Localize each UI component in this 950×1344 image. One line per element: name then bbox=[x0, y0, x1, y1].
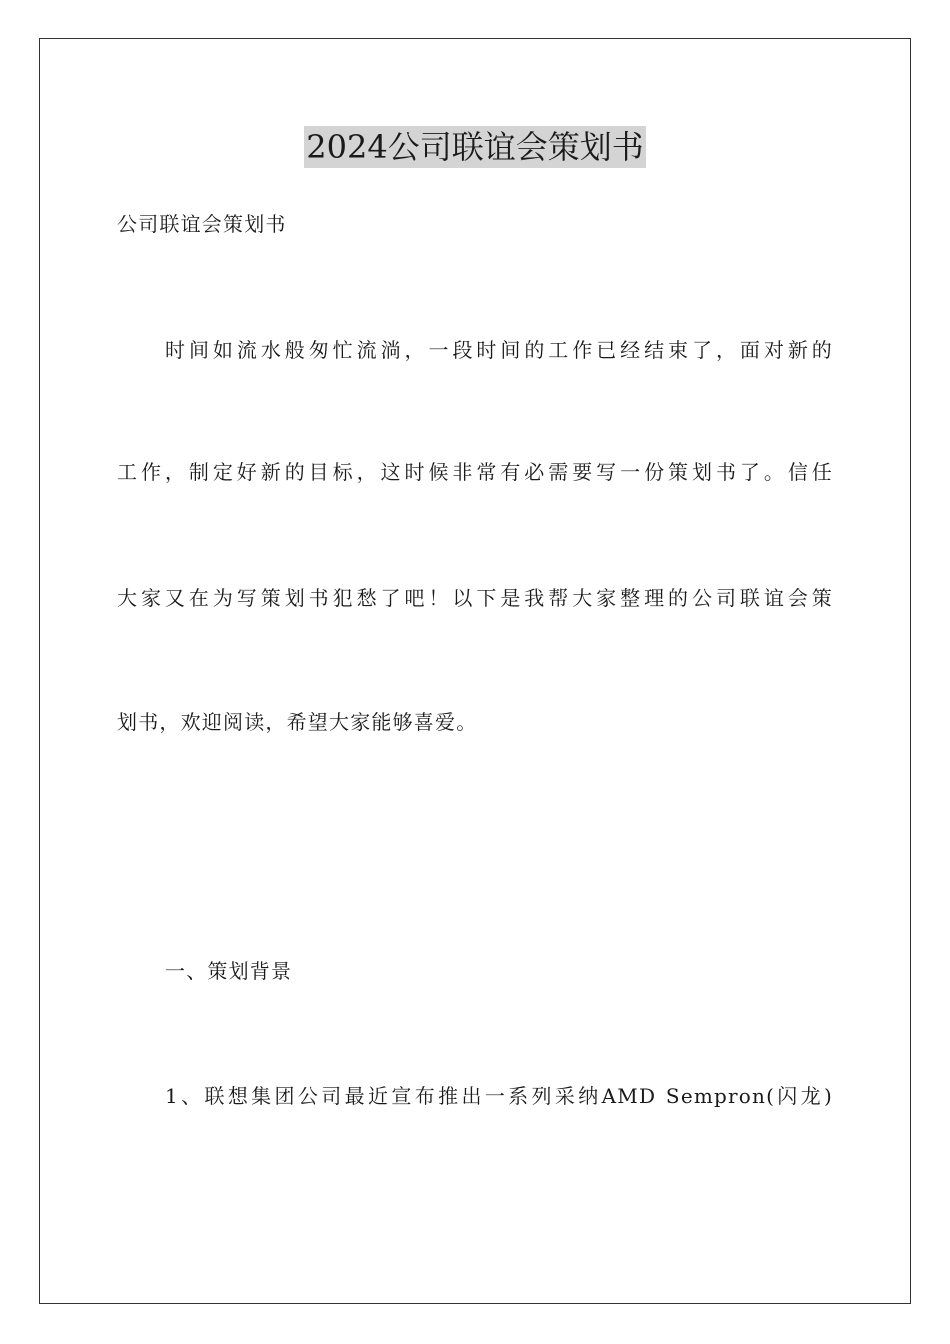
intro-line-2: 工作，制定好新的目标，这时候非常有必需要写一份策划书了。信任 bbox=[117, 460, 833, 484]
section-heading: 一、策划背景 bbox=[165, 959, 293, 983]
title-container bbox=[0, 126, 950, 168]
document-subtitle: 公司联谊会策划书 bbox=[117, 212, 287, 236]
intro-line-4: 划书，欢迎阅读，希望大家能够喜爱。 bbox=[117, 710, 478, 734]
intro-line-1: 时间如流水般匆忙流淌，一段时间的工作已经结束了，面对新的 bbox=[165, 338, 833, 362]
intro-line-3: 大家又在为写策划书犯愁了吧！以下是我帮大家整理的公司联谊会策 bbox=[117, 586, 833, 610]
document-title: 2024公司联谊会策划书 bbox=[306, 128, 644, 166]
list-item-1: 1、联想集团公司最近宣布推出一系列采纳AMD Sempron(闪龙) bbox=[165, 1084, 833, 1108]
